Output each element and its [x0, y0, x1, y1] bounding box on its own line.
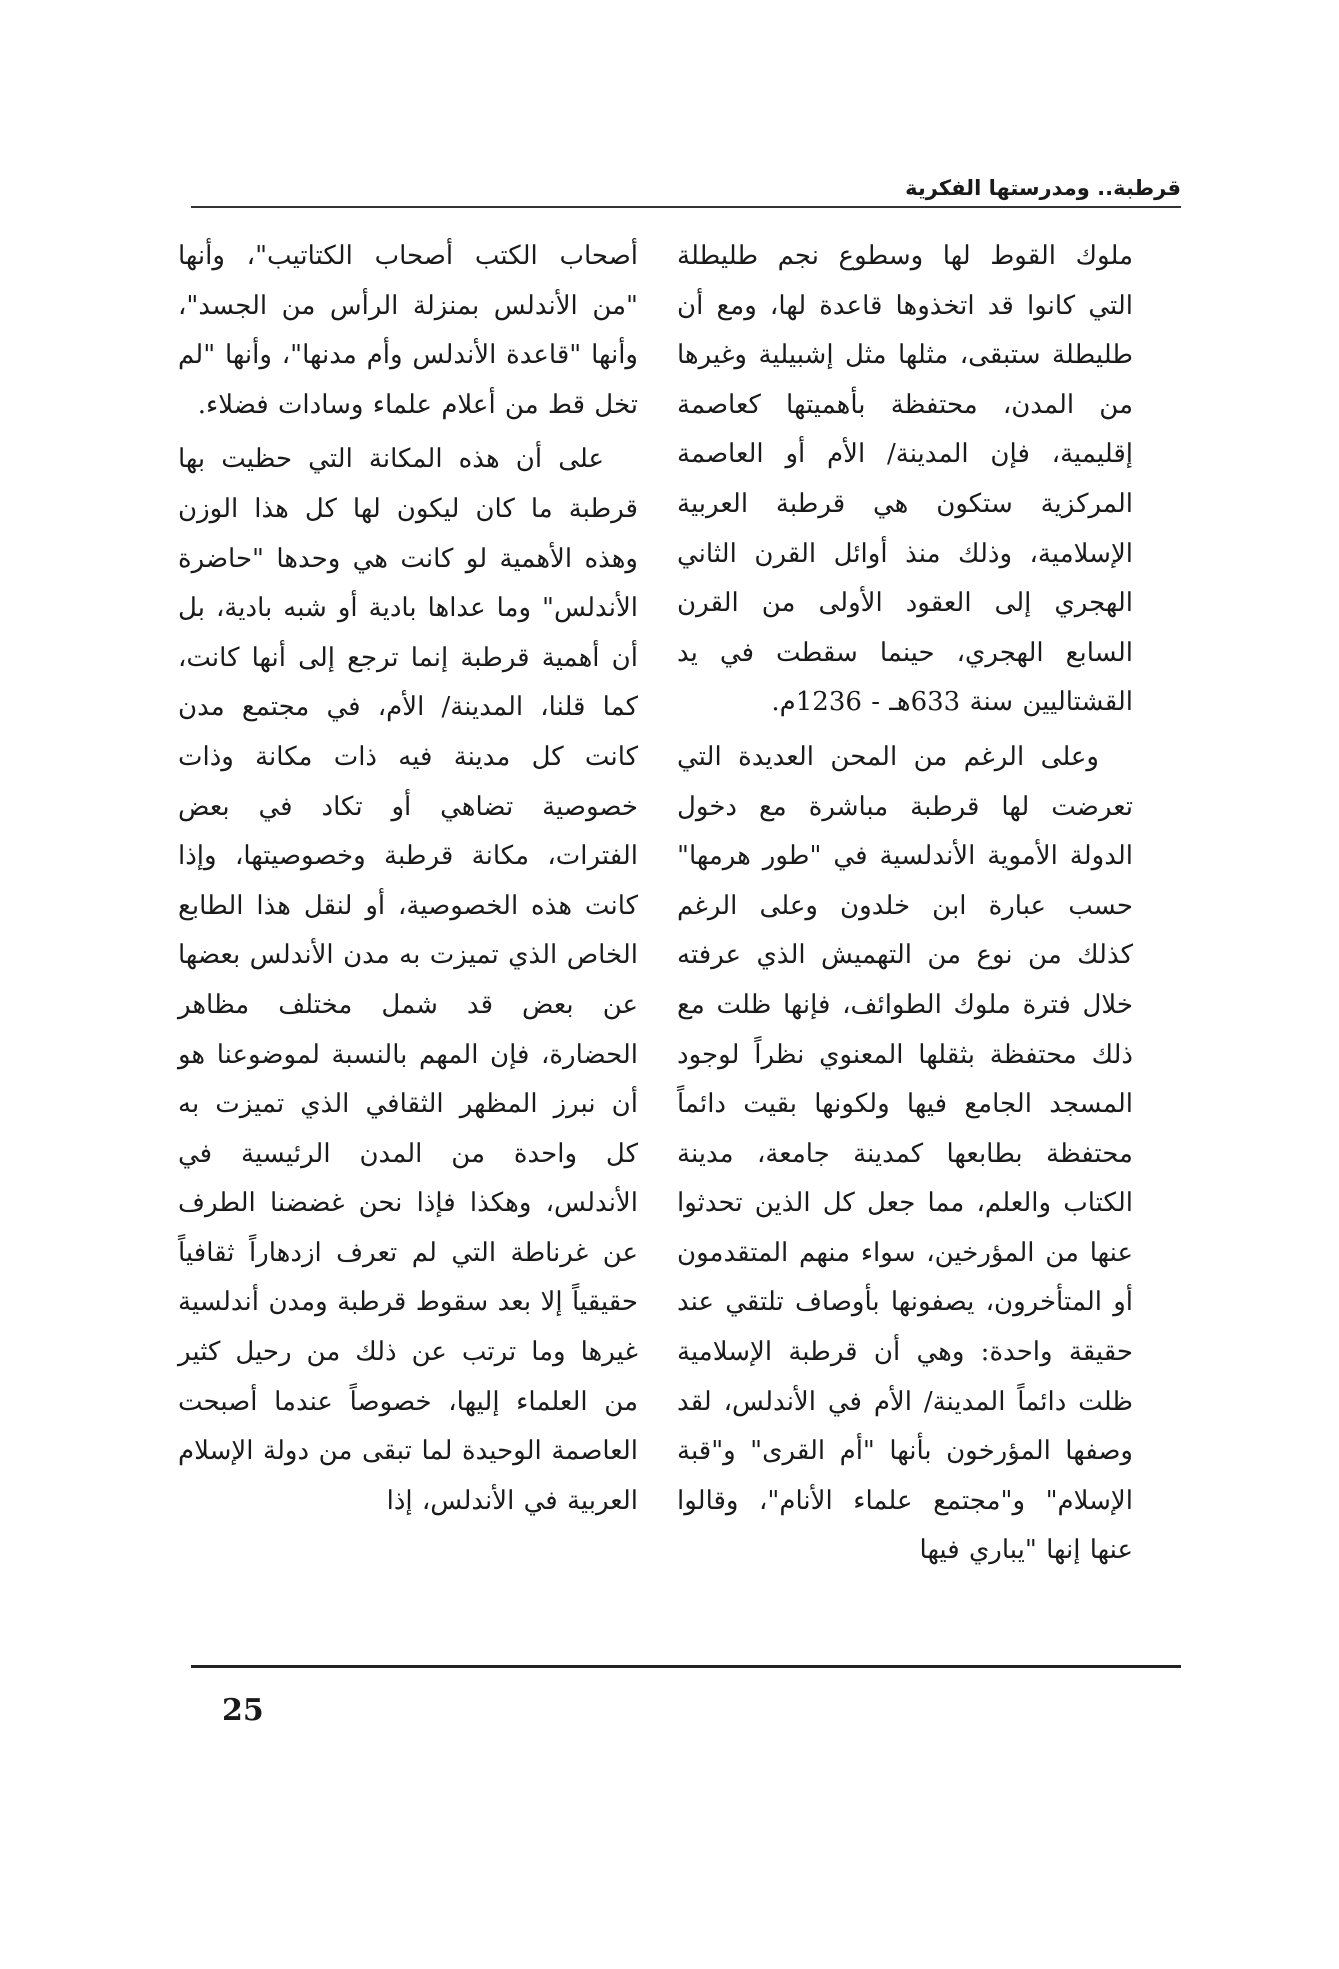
paragraph: أصحاب الكتب أصحاب الكتاتيب"، وأنها "من الأندلس بمنزلة الرأس من الجسد"، وأنها "قاعدة الأندلس وأم مدنها"، وأنها "لم تخل قط من أعلام علماء وسادات فضلاء. [178, 241, 638, 420]
running-header-title: قرطبة.. ومدرستها الفكرية [905, 176, 1181, 200]
paragraph: ملوك القوط لها وسطوع نجم طليطلة التي كانوا قد اتخذوها قاعدة لها، ومع أن طليطلة ستبقى، مثلها مثل إشبيلية وغيرها من المدن، محتفظة بأهميتها كعاصمة إقليمية، فإن المدينة/ الأم أو العاصمة المركزية ستكون هي قرطبة العربية الإسلامية، وذلك منذ أوائل القرن الثاني الهجري إلى العقود الأولى من القرن السابع الهجري، حينما سقطت في يد القشتاليين سنة 633هـ - 1236م. [677, 241, 1133, 718]
paragraph: وعلى الرغم من المحن العديدة التي تعرضت لها قرطبة مباشرة مع دخول الدولة الأموية الأندلسية في "طور هرمها" حسب عبارة ابن خلدون وعلى الرغم كذلك من نوع من التهميش الذي عرفته خلال فترة ملوك الطوائف، فإنها ظلت مع ذلك محتفظة بثقلها المعنوي نظراً لوجود المسجد الجامع فيها ولكونها بقيت دائماً محتفظة بطابعها كمدينة جامعة، مدينة الكتاب والعلم، مما جعل كل الذين تحدثوا عنها من المؤرخين، سواء منهم المتقدمون أو المتأخرون، يصفونها بأوصاف تلتقي عند حقيقة واحدة: وهي أن قرطبة الإسلامية ظلت دائماً المدينة/ الأم في الأندلس، لقد وصفها المؤرخون بأنها "أم القرى" و"قبة الإسلام" و"مجتمع علماء الأنام"، وقالوا عنها إنها "يباري فيها [677, 741, 1133, 1566]
paragraph: على أن هذه المكانة التي حظيت بها قرطبة ما كان ليكون لها كل هذا الوزن وهذه الأهمية لو كانت هي وحدها "حاضرة الأندلس" وما عداها بادية أو شبه بادية، بل أن أهمية قرطبة إنما ترجع إلى أنها كانت، كما قلنا، المدينة/ الأم، في مجتمع مدن كانت كل مدينة فيه ذات مكانة وذات خصوصية تضاهي أو تكاد في بعض الفترات، مكانة قرطبة وخصوصيتها، وإذا كانت هذه الخصوصية، أو لنقل هذا الطابع الخاص الذي تميزت به مدن الأندلس بعضها عن بعض قد شمل مختلف مظاهر الحضارة، فإن المهم بالنسبة لموضوعنا هو أن نبرز المظهر الثقافي الذي تميزت به كل واحدة من المدن الرئيسية في الأندلس، وهكذا فإذا نحن غضضنا الطرف عن غرناطة التي لم تعرف ازدهاراً ثقافياً حقيقياً إلا بعد سقوط قرطبة ومدن أندلسية غيرها وما ترتب عن ذلك من رحيل كثير من العلماء إليها، خصوصاً عندما أصبحت العاصمة الوحيدة لما تبقى من دولة الإسلام العربية في الأندلس، إذا [178, 444, 638, 1516]
page-number: 25 [222, 1693, 264, 1728]
running-header [200, 174, 1181, 204]
footer-rule [191, 1665, 1181, 1668]
header-rule [191, 206, 1181, 208]
text-column-right [677, 232, 1133, 1581]
text-column-left [178, 232, 638, 1531]
